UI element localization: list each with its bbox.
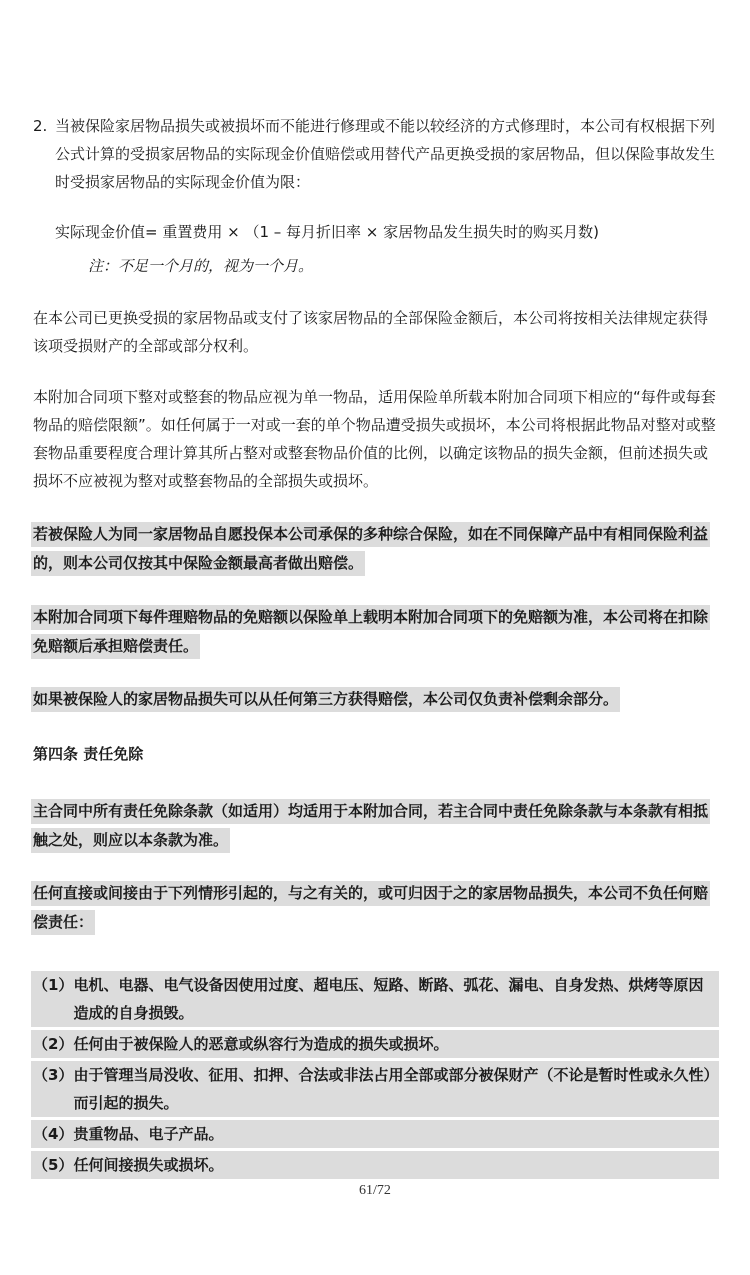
exclusion-text: 电机、电器、电气设备因使用过度、超电压、短路、断路、弧花、漏电、自身发热、烘烤等原因造成的自身损毁。 [73, 976, 704, 1022]
page-number: 61/72 [359, 1183, 391, 1198]
paragraph-deductible [31, 603, 717, 661]
clause-text: 当被保险家居物品损失或被损坏而不能进行修理或不能以较经济的方式修理时，本公司有权根据下列公式计算的受损家居物品的实际现金价值赔偿或用替代产品更换受损的家居物品，但以保险事故发生时受损家居物品的实际现金价值为限： [55, 117, 716, 191]
formula-note: 注：不足一个月的，视为一个月。 [88, 257, 314, 275]
exclusion-item [31, 1151, 719, 1179]
article-4-heading: 第四条 责任免除 [33, 745, 144, 763]
formula: 实际现金价值= 重置费用 × （1 – 每月折旧率 × 家居物品发生损失时的购买月数) [55, 223, 599, 241]
paragraph-third-party [31, 685, 717, 714]
paragraph-rights: 在本公司已更换受损的家居物品或支付了该家居物品的全部保险金额后，本公司将按相关法律规定获得该项受损财产的全部或部分权利。 [33, 309, 709, 355]
exclusion-number: （3） [33, 1066, 74, 1084]
exclusion-number: （5） [33, 1156, 74, 1174]
exclusion-number: （2） [33, 1035, 74, 1053]
exclusion-text: 由于管理当局没收、征用、扣押、合法或非法占用全部或部分被保财产（不论是暂时性或永久性）而引起的损失。 [73, 1066, 711, 1112]
exclusion-item [31, 971, 719, 1027]
paragraph-set-items: 本附加合同项下整对或整套的物品应视为单一物品，适用保险单所载本附加合同项下相应的“每件或每套物品的赔偿限额”。如任何属于一对或一套的单个物品遭受损失或损坏，本公司将根据此物品对整对或整套物品重要程度合理计算其所占整对或整套物品价值的比例，以确定该物品的损失金额，但前述损失或损坏不应被视为整对或整套物品的全部损失或损坏。 [33, 388, 716, 490]
exclusion-item [31, 1061, 719, 1117]
clause-number: 2. [33, 117, 48, 135]
paragraph-exclusion-intro [31, 879, 717, 937]
paragraph-main-contract-text: 主合同中所有责任免除条款（如适用）均适用于本附加合同，若主合同中责任免除条款与本条款有相抵触之处，则应以本条款为准。 [31, 799, 710, 853]
exclusion-text: 任何由于被保险人的恶意或纵容行为造成的损失或损坏。 [73, 1035, 449, 1053]
paragraph-multiple-insurance [31, 520, 717, 578]
paragraph-multiple-insurance-text: 若被保险人为同一家居物品自愿投保本公司承保的多种综合保险，如在不同保障产品中有相同保险利益的，则本公司仅按其中保险金额最高者做出赔偿。 [31, 522, 710, 576]
paragraph-third-party-text: 如果被保险人的家居物品损失可以从任何第三方获得赔偿，本公司仅负责补偿剩余部分。 [31, 687, 620, 712]
paragraph-exclusion-intro-text: 任何直接或间接由于下列情形引起的，与之有关的，或可归因于之的家居物品损失，本公司不负任何赔偿责任： [31, 881, 710, 935]
exclusion-number: （1） [33, 976, 74, 994]
paragraph-main-contract [31, 797, 717, 855]
exclusion-number: （4） [33, 1125, 74, 1143]
clause-item-2 [33, 112, 719, 196]
exclusion-text: 贵重物品、电子产品。 [73, 1125, 224, 1143]
exclusion-text: 任何间接损失或损坏。 [73, 1156, 224, 1174]
exclusion-item [31, 1030, 719, 1058]
exclusion-item [31, 1120, 719, 1148]
paragraph-deductible-text: 本附加合同项下每件理赔物品的免赔额以保险单上载明本附加合同项下的免赔额为准，本公司将在扣除免赔额后承担赔偿责任。 [31, 605, 710, 659]
exclusion-list [31, 971, 719, 1182]
